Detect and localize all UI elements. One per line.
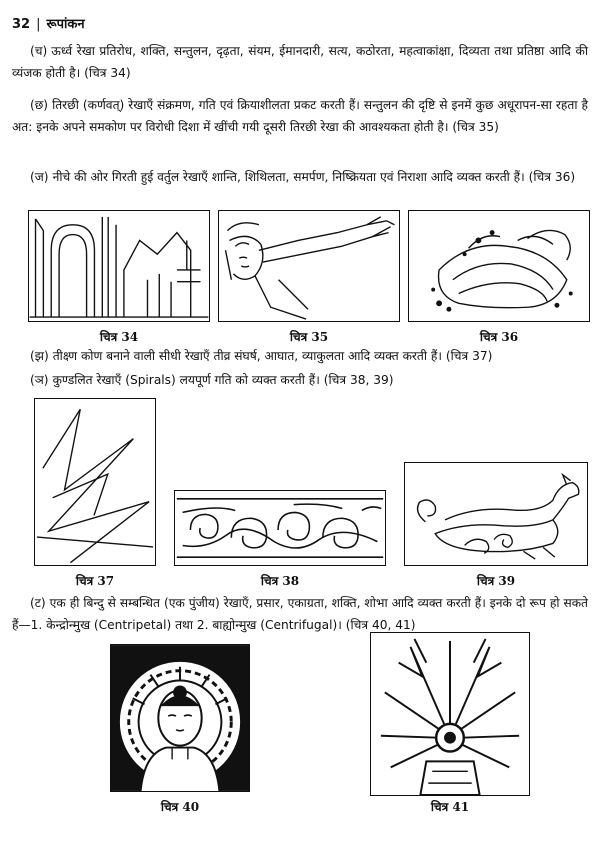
paragraph-text: कुण्डलित रेखाएँ (Spirals) लयपूर्ण गति को व्यक्त करती हैं। (चित्र 38, 39) <box>52 373 394 387</box>
paragraph-text: ऊर्ध्व रेखा प्रतिरोध, शक्ति, सन्तुलन, दृढ़ता, संयम, ईमानदारी, सत्य, कठोरता, महत्वाकांक्षा, दिव्यता तथा प्रतिष्ठा आदि की व्यंजक होती है। (चित्र 34) <box>12 44 588 80</box>
figure-38-caption: चित्र 38 <box>260 574 300 588</box>
paragraph-nya <box>12 369 588 391</box>
figure-40-caption: चित्र 40 <box>160 800 200 814</box>
centripetal-halo-illustration <box>111 645 249 791</box>
figure-37-image <box>34 398 156 566</box>
figure-35-caption: चित्र 35 <box>289 330 329 344</box>
figure-39-image <box>404 462 588 566</box>
page-number: 32 <box>12 17 31 32</box>
figure-38-image <box>174 490 386 566</box>
figure-35-image <box>218 210 400 322</box>
paragraph-chha <box>12 94 588 138</box>
spiral-frieze-illustration <box>175 491 385 565</box>
centrifugal-rays-illustration <box>371 633 529 795</box>
paragraph-text: तिरछी (कर्णवत्) रेखाएँ संक्रमण, गति एवं क्रियाशीलता प्रकट करती हैं। सन्तुलन की दृष्टि से इनमें कुछ अधूरापन-सा रहता है अत: इनके अपने समकोण पर विरोधी दिशा में खींची गयी दूसरी तिरछी रेखा की आवश्यकता होती है। (चित्र 35) <box>12 98 588 134</box>
drooping-curves-illustration <box>409 211 589 321</box>
paragraph-cha <box>12 40 588 84</box>
paragraph-text: एक ही बिन्दु से सम्बन्धित (एक पुंजीय) रेखाएँ, प्रसार, एकाग्रता, शक्ति, शोभा आदि व्यक्त करती हैं। इनके दो रूप हो सकते हैं—1. केन्द्रोन्मुख (Centripetal) तथा 2. बाह्योन्मुख (Centrifugal)। (चित्र 40, 41) <box>12 596 588 632</box>
figure-40-image <box>110 644 250 792</box>
paragraph-text: तीक्ष्ण कोण बनाने वाली सीधी रेखाएँ तीव्र संघर्ष, आघात, व्याकुलता आदि व्यक्त करती हैं। (चित्र 37) <box>52 349 493 363</box>
paragraph-label: (ञ) <box>30 373 49 387</box>
paragraph-label: (ज) <box>30 170 49 184</box>
diagonal-lines-illustration <box>219 211 399 321</box>
paragraph-ta <box>12 592 588 636</box>
book-title: रूपांकन <box>46 17 85 32</box>
vertical-lines-illustration <box>29 211 209 321</box>
figure-37-caption: चित्र 37 <box>75 574 115 588</box>
paragraph-label: (छ) <box>30 98 49 112</box>
figure-41-image <box>370 632 530 796</box>
page-header: 32 | रूपांकन <box>12 17 85 32</box>
figure-34-caption: चित्र 34 <box>99 330 139 344</box>
curled-dogs-illustration <box>405 463 587 565</box>
sharp-angle-lines-illustration <box>35 399 155 565</box>
figure-34-image <box>28 210 210 322</box>
paragraph-label: (च) <box>30 44 48 58</box>
paragraph-ja <box>12 166 588 188</box>
figure-36-caption: चित्र 36 <box>479 330 519 344</box>
figure-41-caption: चित्र 41 <box>430 800 470 814</box>
figure-39-caption: चित्र 39 <box>476 574 516 588</box>
paragraph-label: (झ) <box>30 349 49 363</box>
figure-36-image <box>408 210 590 322</box>
paragraph-label: (ट) <box>30 596 46 610</box>
paragraph-jha <box>12 345 588 367</box>
paragraph-text: नीचे की ओर गिरती हुई वर्तुल रेखाएँ शान्ति, शिथिलता, समर्पण, निष्क्रियता एवं निराशा आदि व्यक्त करती हैं। (चित्र 36) <box>52 170 576 184</box>
